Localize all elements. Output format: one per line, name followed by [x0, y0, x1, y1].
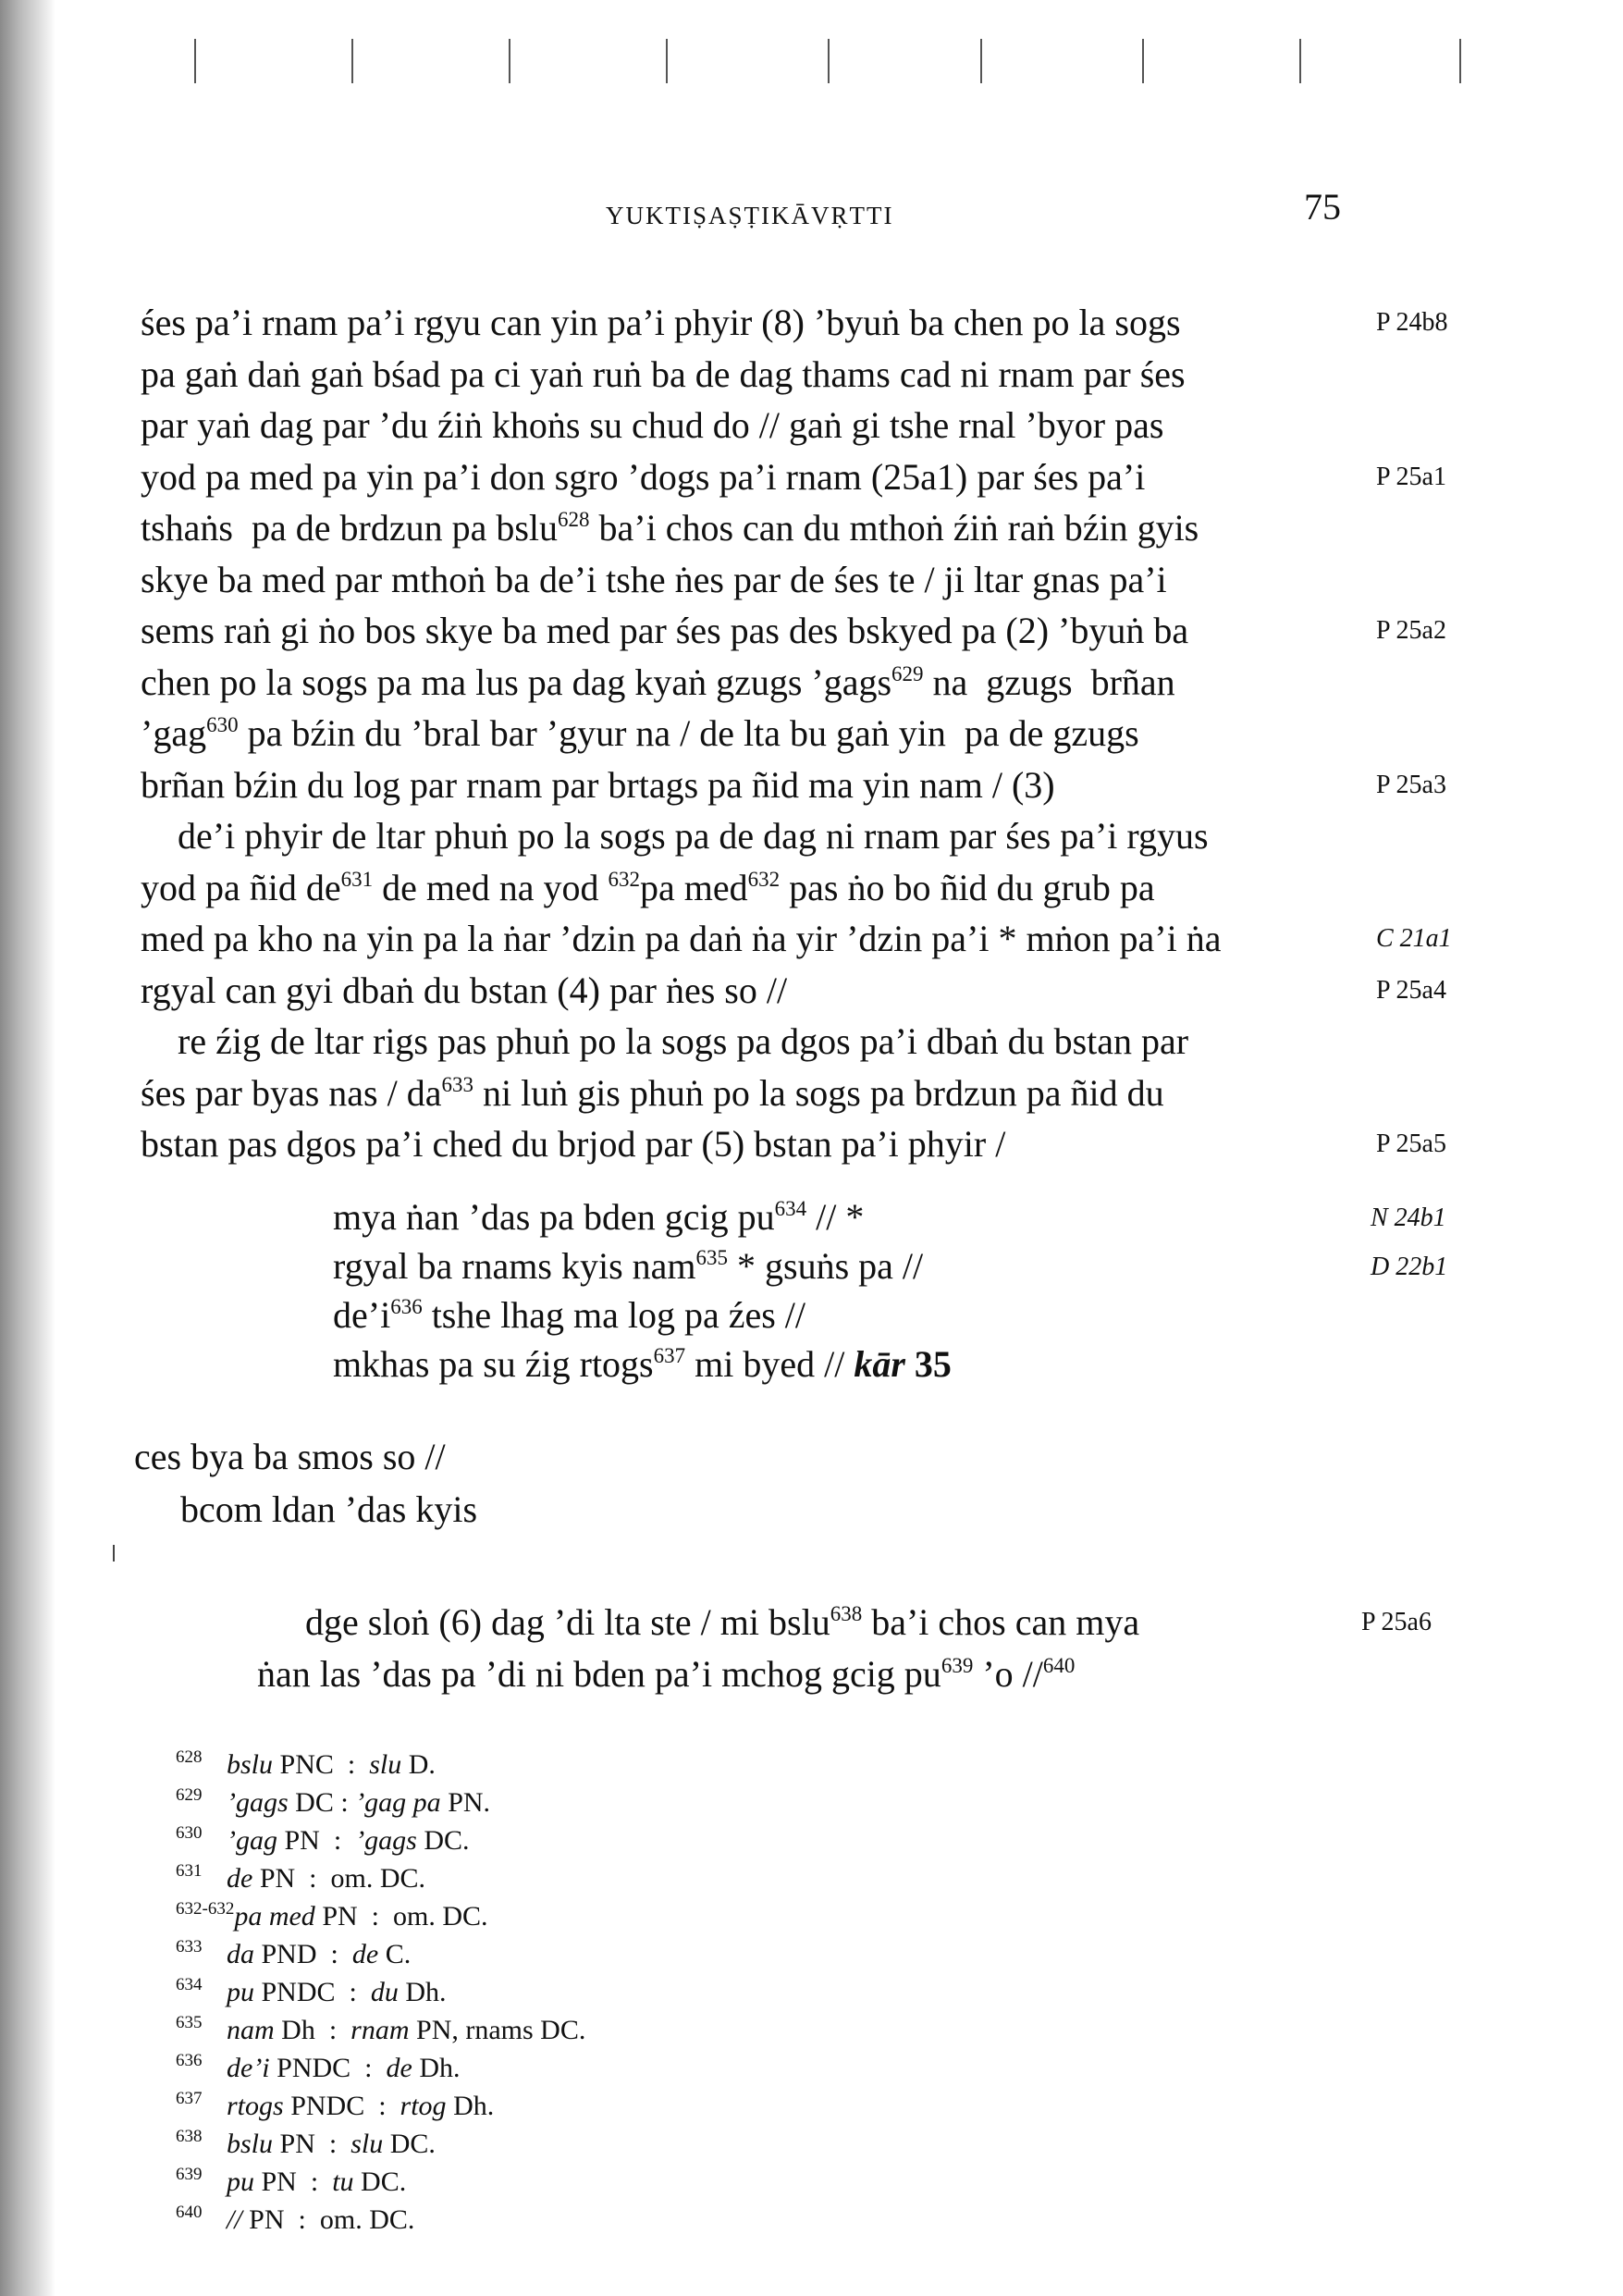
text-run: ni luṅ gis phuṅ po la sogs pa brdzun pa ñid du	[473, 1071, 1164, 1114]
lemma: pa med	[234, 1901, 315, 1932]
footnote-ref: 634	[774, 1197, 807, 1220]
text-run: pas ṅo bo ñid du grub pa	[780, 866, 1155, 908]
variant-witnesses: Dh.	[412, 2053, 461, 2083]
text-line: bcom ldan ’das kyis	[180, 1488, 478, 1530]
text-line	[141, 350, 1186, 400]
verse-line	[333, 1193, 864, 1241]
footnote-ref: 633	[441, 1072, 473, 1096]
text-run: ba’i chos can du mthoṅ źiṅ raṅ bźin gyis	[589, 507, 1199, 549]
text-run: skye ba med par mthoṅ ba de’i tshe ṅes par de śes te / ji ltar gnas pa’i	[141, 558, 1167, 600]
text-run: pa bźin du ’bral bar ’gyur na / de lta bu gaṅ yin pa de gzugs	[238, 712, 1139, 754]
text-line	[141, 1017, 1188, 1067]
footnote: 632-632pa med PN : om. DC.	[176, 1899, 488, 1932]
lemma: rtogs	[227, 2091, 284, 2121]
quote-line	[257, 1649, 1075, 1699]
witnesses: PNDC :	[283, 2091, 400, 2121]
footnote: 637 rtogs PNDC : rtog Dh.	[176, 2089, 495, 2121]
lemma: ’gags	[227, 1787, 289, 1818]
text-line: ces bya ba smos so //	[134, 1436, 446, 1477]
text-run: med pa kho na yin pa la ṅar ’dzin pa daṅ ṅa yir ’dzin pa’i * mṅon pa’i ṅa	[141, 918, 1222, 959]
text-run: // *	[806, 1196, 865, 1238]
text-line	[141, 658, 1175, 708]
folio-sigla: P 25a4	[1376, 975, 1446, 1005]
variant-witnesses: om. DC.	[330, 1863, 426, 1894]
text-run: re źig de ltar rigs pas phuṅ po la sogs pa dgos pa’i dbaṅ du bstan par	[141, 1020, 1189, 1062]
text-line	[141, 863, 1155, 913]
scan-speck	[113, 1545, 115, 1562]
witnesses: PN :	[252, 1863, 331, 1894]
text-run: śes par byas nas / da	[141, 1071, 442, 1114]
footnote-ref: 638	[830, 1602, 863, 1625]
variant-reading: du	[370, 1977, 399, 2007]
scan-mark	[351, 39, 353, 83]
variant-reading: de	[386, 2053, 412, 2083]
text-run: mya ṅan ’das pa bden gcig pu	[333, 1196, 775, 1238]
footnote: 638 bslu PN : slu DC.	[176, 2127, 436, 2159]
text-run: yod pa ñid de	[141, 866, 341, 908]
scan-mark	[980, 39, 982, 83]
footnote: 640 // PN : om. DC.	[176, 2203, 415, 2235]
footnote-ref: 636	[390, 1295, 423, 1318]
footnote-ref: 629	[891, 661, 924, 685]
footnote-ref: 635	[695, 1246, 729, 1269]
witnesses: PNDC :	[269, 2053, 387, 2083]
variant-witnesses: D.	[401, 1749, 436, 1780]
text-run: bstan pas dgos pa’i ched du brjod par (5) bstan pa’i phyir /	[141, 1123, 1006, 1165]
text-run: ’gag	[141, 712, 207, 754]
footnote-ref: 631	[340, 867, 374, 891]
text-run: brñan bźin du log par rnam par brtags pa ñid ma yin nam / (3)	[141, 763, 1055, 806]
witnesses: PNDC :	[254, 1977, 371, 2007]
footnote: 628 bslu PNC : slu D.	[176, 1747, 436, 1780]
variant-witnesses: DC.	[416, 1825, 470, 1856]
karika-label: kār	[854, 1343, 905, 1385]
text-run: de’i phyir de ltar phuṅ po la sogs pa de dag ni rnam par śes pa’i rgyus	[141, 815, 1209, 857]
text-line	[141, 1068, 1164, 1118]
footnote: 634 pu PNDC : du Dh.	[176, 1975, 447, 2007]
verse-line	[333, 1340, 952, 1389]
quote-line	[305, 1598, 1139, 1648]
footnote: 629 ’gags DC : ’gag pa PN.	[176, 1785, 491, 1818]
text-run: pa gaṅ daṅ gaṅ bśad pa ci yaṅ ruṅ ba de dag thams cad ni rnam par śes	[141, 352, 1186, 395]
footnote-ref: 632	[608, 867, 640, 891]
scan-mark	[1299, 39, 1301, 83]
text-run: ṅan las ’das pa ’di ni bden pa’i mchog gcig pu	[257, 1653, 941, 1695]
lemma: //	[227, 2204, 242, 2235]
text-line	[141, 914, 1222, 964]
variant-witnesses: PN.	[440, 1787, 491, 1818]
text-line	[141, 1119, 1005, 1169]
folio-sigla: P 25a6	[1361, 1608, 1432, 1636]
text-run: na gzugs brñan	[923, 660, 1175, 703]
text-run: mi byed //	[685, 1343, 855, 1385]
text-run: par yaṅ dag par ’du źiṅ khoṅs su chud do // gaṅ gi tshe rnal ’byor pas	[141, 404, 1164, 446]
karika-number: 35	[904, 1343, 952, 1385]
lemma: bslu	[227, 2129, 274, 2159]
footnote-ref: 630	[206, 713, 239, 736]
verse-line	[333, 1242, 923, 1290]
text-line	[141, 298, 1181, 348]
variant-witnesses: om. DC.	[319, 2204, 415, 2235]
text-run: de med na yod	[373, 866, 609, 908]
text-line	[141, 606, 1188, 656]
text-line	[141, 966, 787, 1016]
witnesses: PN :	[277, 1825, 356, 1856]
text-run: ’o //	[973, 1653, 1043, 1695]
lemma: ’gag	[227, 1825, 277, 1856]
folio-sigla: D 22b1	[1371, 1253, 1448, 1281]
text-line	[141, 760, 1055, 810]
lemma: bslu	[227, 1749, 274, 1780]
page-number: 75	[1304, 186, 1341, 228]
text-run: rgyal ba rnams kyis nam	[333, 1245, 696, 1287]
footnote: 639 pu PN : tu DC.	[176, 2165, 407, 2197]
text-run: tshaṅs pa de brdzun pa bslu	[141, 507, 559, 549]
folio-sigla: P 25a3	[1376, 770, 1446, 799]
footnote: 633 da PND : de C.	[176, 1937, 412, 1969]
variant-witnesses: Dh.	[398, 1977, 447, 2007]
variant-reading: rnam	[350, 2015, 410, 2045]
folio-sigla: P 24b8	[1376, 308, 1448, 337]
witnesses: PN :	[273, 2129, 351, 2159]
variant-witnesses: Dh.	[446, 2091, 495, 2121]
text-line	[141, 811, 1209, 861]
lemma: pu	[227, 2166, 254, 2197]
lemma: nam	[227, 2015, 275, 2045]
folio-sigla: P 25a2	[1376, 616, 1446, 645]
text-line	[141, 555, 1167, 605]
variant-witnesses: C.	[378, 1939, 412, 1969]
variant-reading: slu	[350, 2129, 384, 2159]
scan-mark	[828, 39, 830, 83]
witnesses: PND :	[254, 1939, 352, 1969]
scan-mark	[1459, 39, 1461, 83]
witnesses: PN :	[241, 2204, 320, 2235]
variant-witnesses: DC.	[383, 2129, 436, 2159]
text-run: pa med	[640, 866, 748, 908]
lemma: da	[227, 1939, 254, 1969]
witnesses: PN :	[254, 2166, 333, 2197]
variant-reading: ’gags	[355, 1825, 417, 1856]
verse-line	[333, 1291, 805, 1339]
folio-sigla: P 25a1	[1376, 462, 1446, 491]
variant-reading: slu	[369, 1749, 402, 1780]
folio-sigla: N 24b1	[1371, 1204, 1446, 1232]
footnote-ref: 639	[941, 1654, 974, 1677]
scan-mark	[509, 39, 510, 83]
text-run: mkhas pa su źig rtogs	[333, 1343, 654, 1385]
variant-reading: ’gag pa	[355, 1787, 441, 1818]
text-line	[141, 503, 1199, 553]
text-run: sems raṅ gi ṅo bos skye ba med par śes pas des bskyed pa (2) ’byuṅ ba	[141, 610, 1189, 651]
footnote: 631 de PN : om. DC.	[176, 1861, 426, 1894]
text-run: yod pa med pa yin pa’i don sgro ’dogs pa’i rnam (25a1) par śes pa’i	[141, 455, 1146, 498]
folio-sigla: C 21a1	[1376, 924, 1452, 953]
lemma: de’i	[227, 2053, 270, 2083]
text-run: de’i	[333, 1294, 391, 1336]
footnote: 636 de’i PNDC : de Dh.	[176, 2051, 461, 2083]
text-run: śes pa’i rnam pa’i rgyu can yin pa’i phyir (8) ’byuṅ ba chen po la sogs	[141, 302, 1181, 343]
folio-sigla: P 25a5	[1376, 1129, 1446, 1158]
variant-reading: de	[351, 1939, 379, 1969]
scan-edge-marks	[0, 19, 1623, 83]
witnesses: PN :	[314, 1901, 393, 1932]
scan-mark	[194, 39, 196, 83]
running-title: YUKTIṢAṢṬIKĀVṚTTI	[606, 202, 894, 229]
variant-reading: tu	[332, 2166, 354, 2197]
text-line	[141, 452, 1145, 502]
text-line	[141, 401, 1163, 451]
text-run: * gsuṅs pa //	[728, 1245, 924, 1287]
lemma: pu	[227, 1977, 254, 2007]
text-line	[141, 709, 1139, 759]
footnote-ref: 637	[653, 1344, 686, 1367]
text-run: rgyal can gyi dbaṅ du bstan (4) par ṅes so //	[141, 969, 788, 1011]
variant-reading: rtog	[400, 2091, 447, 2121]
text-run: chen po la sogs pa ma lus pa dag kyaṅ gzugs ’gags	[141, 660, 892, 703]
witnesses: PNC :	[273, 1749, 370, 1780]
variant-witnesses: PN, rnams DC.	[409, 2015, 586, 2045]
page-header	[0, 185, 1623, 241]
footnote-ref: 632	[747, 867, 781, 891]
witnesses: Dh :	[274, 2015, 351, 2045]
variant-witnesses: om. DC.	[393, 1901, 488, 1932]
variant-witnesses: DC.	[353, 2166, 407, 2197]
text-run: dge sloṅ (6) dag ’di lta ste / mi bslu	[305, 1601, 830, 1643]
footnote-ref: 628	[558, 508, 590, 531]
scan-mark	[666, 39, 668, 83]
lemma: de	[227, 1863, 253, 1894]
text-run: tshe lhag ma log pa źes //	[422, 1294, 806, 1336]
text-run: ba’i chos can mya	[862, 1601, 1140, 1643]
book-binding-shadow	[0, 0, 55, 2296]
footnote-ref: 640	[1042, 1654, 1076, 1677]
footnote: 635 nam Dh : rnam PN, rnams DC.	[176, 2013, 586, 2045]
footnote: 630 ’gag PN : ’gags DC.	[176, 1823, 470, 1856]
witnesses: DC :	[288, 1787, 356, 1818]
scan-mark	[1142, 39, 1144, 83]
